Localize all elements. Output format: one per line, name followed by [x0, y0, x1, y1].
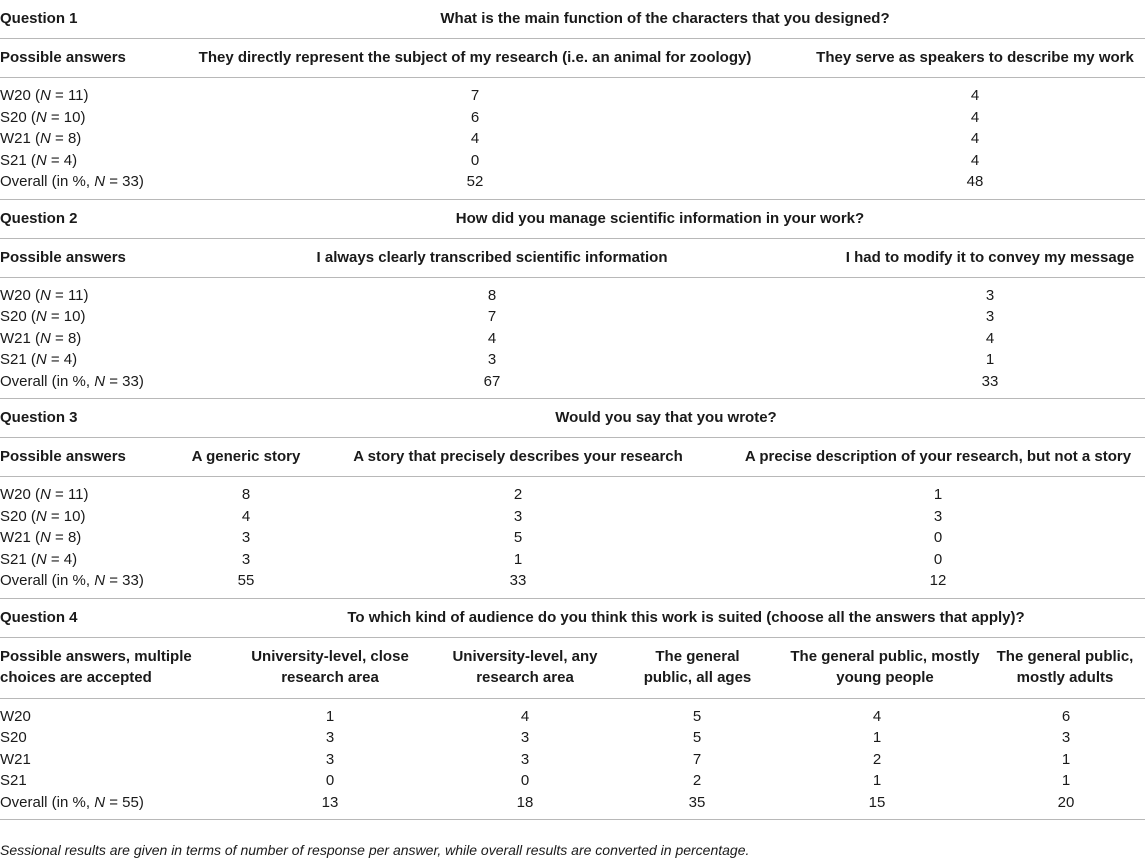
table-row [0, 85, 1145, 107]
table-cell: 2 [872, 750, 882, 768]
table-cell: 3 [241, 529, 251, 546]
row-label: Overall (in %, N = 55) [0, 793, 144, 811]
question-1-label: Question 1 [0, 10, 78, 27]
answer-option: A precise description of your research, but not a story [744, 448, 1132, 465]
row-label: S21 (N = 4) [0, 550, 78, 568]
table-cell: 2 [692, 772, 702, 789]
table-cell: 3 [513, 507, 523, 525]
row-label: W21 [0, 750, 31, 768]
answer-option: They serve as speakers to describe my work [816, 49, 1134, 66]
table-cell: 3 [520, 729, 530, 746]
table-row [0, 549, 1145, 571]
table-cell: 55 [237, 572, 255, 589]
table-cell: 3 [1061, 729, 1071, 746]
table-cell: 13 [321, 793, 339, 811]
row-label: S20 (N = 10) [0, 507, 86, 525]
table-cell: 0 [933, 550, 943, 568]
table-cell: 8 [487, 286, 497, 304]
table-row [0, 527, 1145, 549]
table-cell: 35 [688, 793, 706, 811]
table-cell: 12 [929, 572, 947, 589]
table-cell: 0 [933, 529, 943, 546]
question-3-body [0, 477, 1145, 599]
question-2-section [0, 200, 1145, 400]
question-4-header [0, 599, 1145, 638]
table-cell: 3 [241, 550, 251, 568]
table-cell: 1 [872, 729, 882, 746]
table-row [0, 285, 1145, 307]
row-label: W21 (N = 8) [0, 130, 82, 147]
question-4-text: To which kind of audience do you think this work is suited (choose all the answers that apply)? [347, 608, 1025, 626]
table-cell: 7 [692, 750, 702, 768]
table-cell: 4 [470, 130, 480, 147]
table-cell: 3 [985, 308, 995, 325]
answers-label: Possible answers [0, 448, 126, 465]
question-2-body [0, 278, 1145, 400]
table-cell: 8 [241, 486, 251, 503]
question-2-label: Question 2 [0, 209, 78, 227]
table-row [0, 749, 1145, 771]
answer-option: University-level, close research area [251, 647, 409, 686]
question-3-label: Question 3 [0, 409, 78, 426]
answer-option: A story that precisely describes your research [353, 448, 683, 465]
answer-option: University-level, any research area [452, 647, 598, 686]
question-4-section [0, 599, 1145, 821]
question-1-header [0, 0, 1145, 39]
row-label: Overall (in %, N = 33) [0, 372, 144, 390]
table-cell: 0 [470, 151, 480, 169]
table-cell: 4 [241, 507, 251, 525]
table-cell: 7 [470, 87, 480, 104]
answer-option: I had to modify it to convey my message [845, 248, 1135, 266]
table-cell: 3 [985, 286, 995, 304]
table-row [0, 107, 1145, 129]
table-cell: 4 [487, 329, 497, 347]
table-row [0, 506, 1145, 528]
table-cell: 1 [1061, 750, 1071, 768]
row-label: W20 (N = 11) [0, 286, 89, 304]
table-row [0, 727, 1145, 749]
row-label: W20 (N = 11) [0, 87, 89, 104]
question-3-section [0, 399, 1145, 599]
answers-label: Possible answers, multiple choices are accepted [0, 647, 192, 686]
table-cell: 4 [970, 151, 980, 169]
table-cell: 5 [513, 529, 523, 546]
table-cell: 52 [466, 173, 484, 190]
answers-label: Possible answers [0, 49, 126, 66]
question-4-body [0, 699, 1145, 821]
question-2-answers-header [0, 239, 1145, 278]
row-label: S20 (N = 10) [0, 108, 86, 126]
row-label: S20 (N = 10) [0, 308, 86, 325]
table-row [0, 171, 1145, 193]
table-row [0, 328, 1145, 350]
table-cell: 3 [325, 750, 335, 768]
table-row [0, 706, 1145, 728]
table-cell: 1 [325, 707, 335, 725]
table-cell: 33 [509, 572, 527, 589]
answer-option: The general public, all ages [643, 647, 752, 686]
question-3-answers-header [0, 438, 1145, 477]
table-row [0, 570, 1145, 592]
table-cell: 15 [868, 793, 886, 811]
table-cell: 3 [933, 507, 943, 525]
table-cell: 4 [520, 707, 530, 725]
table-row [0, 792, 1145, 814]
table-row [0, 484, 1145, 506]
answer-option: The general public, mostly adults [996, 647, 1134, 686]
answer-option: A generic story [191, 448, 301, 465]
row-label: S21 (N = 4) [0, 351, 78, 368]
table-cell: 3 [520, 750, 530, 768]
table-cell: 7 [487, 308, 497, 325]
question-4-label: Question 4 [0, 608, 78, 626]
table-row [0, 150, 1145, 172]
table-cell: 5 [692, 707, 702, 725]
table-row [0, 128, 1145, 150]
table-footnote: Sessional results are given in terms of number of response per answer, while overall results are converted in percentage. [0, 842, 750, 858]
row-label: S20 [0, 729, 27, 746]
row-label: W20 [0, 707, 31, 725]
table-cell: 1 [933, 486, 943, 503]
row-label: W20 (N = 11) [0, 486, 89, 503]
row-label: S21 (N = 4) [0, 151, 78, 169]
question-4-answers-header [0, 638, 1145, 699]
table-cell: 4 [970, 108, 980, 126]
table-cell: 4 [985, 329, 995, 347]
question-1-section [0, 0, 1145, 200]
table-cell: 4 [970, 130, 980, 147]
question-2-header [0, 200, 1145, 239]
table-cell: 1 [1061, 772, 1071, 789]
row-label: W21 (N = 8) [0, 529, 82, 546]
row-label: Overall (in %, N = 33) [0, 173, 144, 190]
row-label: Overall (in %, N = 33) [0, 572, 144, 589]
answer-option: The general public, mostly young people [790, 647, 980, 686]
table-cell: 0 [520, 772, 530, 789]
question-1-text: What is the main function of the characters that you designed? [440, 10, 890, 27]
table-cell: 6 [470, 108, 480, 126]
answer-option: I always clearly transcribed scientific information [316, 248, 668, 266]
table-cell: 4 [970, 87, 980, 104]
table-cell: 1 [872, 772, 882, 789]
table-cell: 3 [325, 729, 335, 746]
table-cell: 6 [1061, 707, 1071, 725]
table-cell: 2 [513, 486, 523, 503]
table-cell: 0 [325, 772, 335, 789]
answers-label: Possible answers [0, 248, 126, 266]
table-row [0, 349, 1145, 371]
question-3-header [0, 399, 1145, 438]
question-3-text: Would you say that you wrote? [555, 409, 777, 426]
table-cell: 3 [487, 351, 497, 368]
table-cell: 1 [513, 550, 523, 568]
table-cell: 33 [981, 372, 999, 390]
table-cell: 48 [966, 173, 984, 190]
table-cell: 4 [872, 707, 882, 725]
table-cell: 67 [483, 372, 501, 390]
question-2-text: How did you manage scientific information in your work? [455, 209, 865, 227]
row-label: W21 (N = 8) [0, 329, 82, 347]
table-cell: 5 [692, 729, 702, 746]
question-1-answers-header [0, 39, 1145, 78]
table-cell: 20 [1057, 793, 1075, 811]
table-cell: 1 [985, 351, 995, 368]
table-row [0, 371, 1145, 393]
table-cell: 18 [516, 793, 534, 811]
question-1-body [0, 78, 1145, 200]
table-row [0, 306, 1145, 328]
table-row [0, 770, 1145, 792]
answer-option: They directly represent the subject of my research (i.e. an animal for zoology) [198, 49, 752, 66]
row-label: S21 [0, 772, 27, 789]
